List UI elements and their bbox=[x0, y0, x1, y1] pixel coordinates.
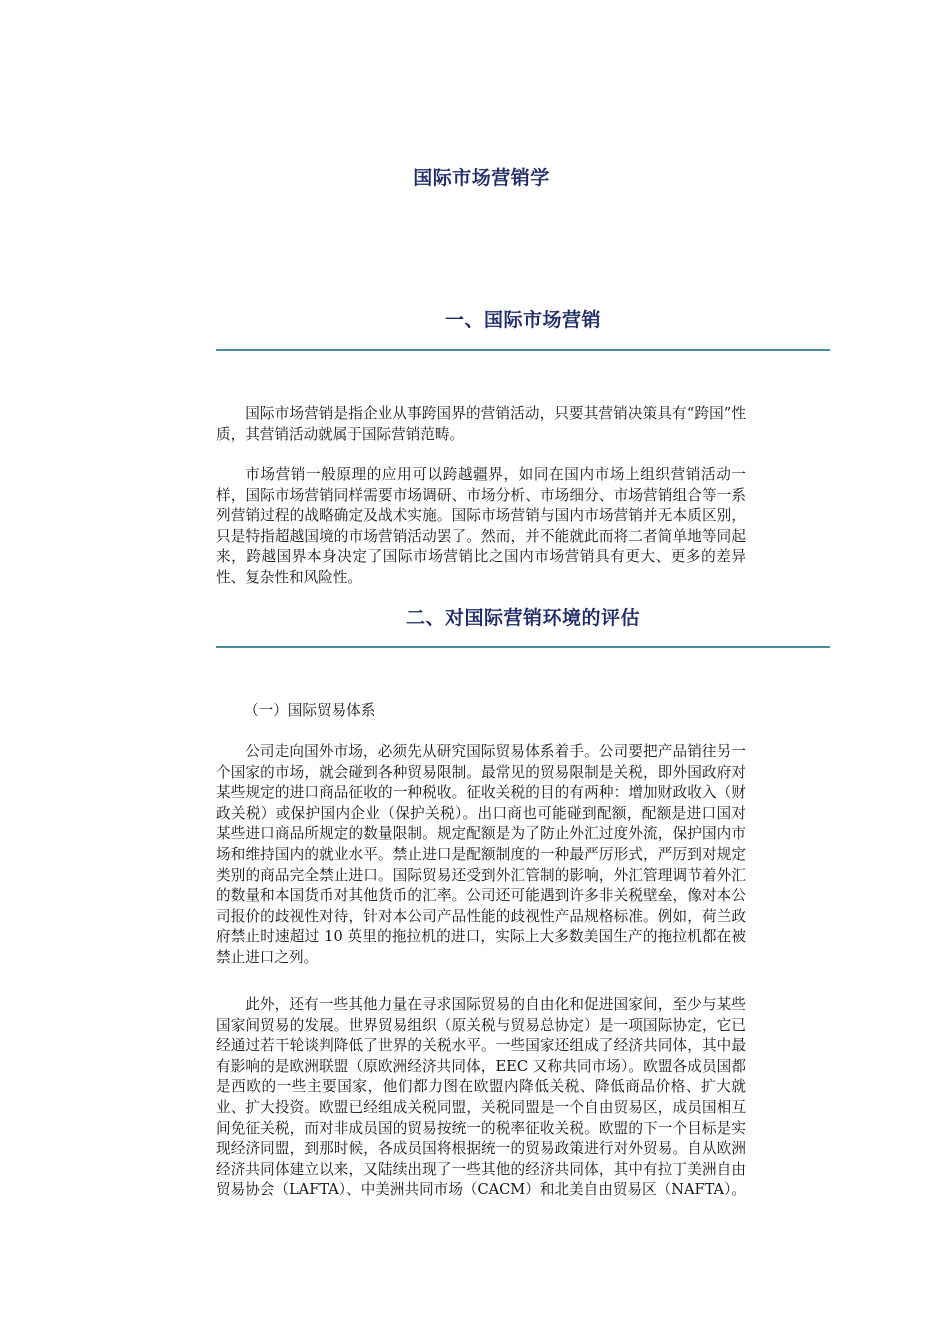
section-divider bbox=[216, 349, 830, 351]
document-title: 国际市场营销学 bbox=[413, 167, 550, 189]
section-heading-environment-assessment: 二、对国际营销环境的评估 bbox=[405, 607, 640, 629]
section-heading-international-marketing: 一、国际市场营销 bbox=[444, 309, 601, 331]
paragraph-definition: 国际市场营销是指企业从事跨国界的营销活动，只要其营销决策具有“跨国”性质，其营销活动就属于国际营销范畴。 bbox=[216, 405, 746, 443]
section-divider bbox=[216, 646, 830, 648]
subheading-trade-system: （一）国际贸易体系 bbox=[244, 702, 376, 719]
paragraph-principles: 市场营销一般原理的应用可以跨越疆界，如同在国内市场上组织营销活动一样，国际市场营销同样需要市场调研、市场分析、市场细分、市场营销组合等一系列营销过程的战略确定及战术实施。国际市场营销与国内市场营销并无本质区别，只是特指超越国境的市场营销活动罢了。然而，并不能就此而将二者简单地等同起来，跨越国界本身决定了国际市场营销比之国内市场营销具有更大、更多的差异性、复杂性和风险性。 bbox=[216, 466, 746, 586]
paragraph-trade-liberalization: 此外，还有一些其他力量在寻求国际贸易的自由化和促进国家间，至少与某些国家间贸易的发展。世界贸易组织（原关税与贸易总协定）是一项国际协定，它已经通过若干轮谈判降低了世界的关税水平。一些国家还组成了经济共同体，其中最有影响的是欧洲联盟（原欧洲经济共同体，EEC 又称共同市场）。欧盟各成员国都是西欧的一些主要国家，他们都力图在欧盟内降低关税、降低商品价格、扩大就业、扩大投资。欧盟已经组成关税同盟，关税同盟是一个自由贸易区，成员国相互间免征关税，而对非成员国的贸易按统一的税率征收关税。欧盟的下一个目标是实现经济同盟，到那时候，各成员国将根据统一的贸易政策进行对外贸易。自从欧洲经济共同体建立以来，又陆续出现了一些其他的经济共同体，其中有拉丁美洲自由贸易协会（LAFTA）、中美洲共同市场（CACM）和北美自由贸易区（NAFTA）。 bbox=[216, 996, 746, 1199]
paragraph-trade-restrictions: 公司走向国外市场，必须先从研究国际贸易体系着手。公司要把产品销往另一个国家的市场，就会碰到各种贸易限制。最常见的贸易限制是关税，即外国政府对某些规定的进口商品征收的一种税收。征收关税的目的有两种：增加财政收入（财政关税）或保护国内企业（保护关税）。出口商也可能碰到配额，配额是进口国对某些进口商品所规定的数量限制。规定配额是为了防止外汇过度外流，保护国内市场和维持国内的就业水平。禁止进口是配额制度的一种最严厉形式，严厉到对规定类别的商品完全禁止进口。国际贸易还受到外汇管制的影响，外汇管理调节着外汇的数量和本国货币对其他货币的汇率。公司还可能遇到许多非关税壁垒，像对本公司报价的歧视性对待，针对本公司产品性能的歧视性产品规格标准。例如，荷兰政府禁止时速超过 10 英里的拖拉机的进口，实际上大多数美国生产的拖拉机都在被禁止进口之列。 bbox=[216, 743, 746, 966]
